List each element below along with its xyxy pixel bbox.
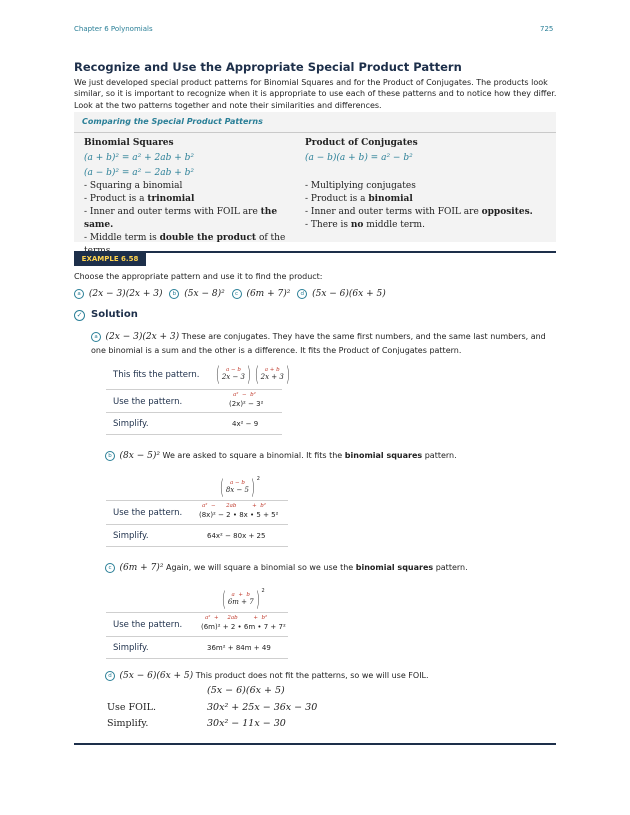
left-bullet-3 — [84, 206, 299, 232]
sol-d-row2-expr: 30x² − 11x − 30 — [207, 718, 286, 729]
conjugates-formula: (a − b)(a + b) = a² − b² — [305, 153, 413, 163]
sol-b-row3-expr: 64x² − 80x + 25 — [207, 532, 266, 540]
ann: a − b — [229, 480, 245, 486]
factor-2 — [261, 367, 284, 381]
section-title: Recognize and Use the Appropriate Special Product Pattern — [74, 60, 462, 74]
sol-c-divider-2 — [106, 636, 288, 637]
part-a-marker: a — [74, 289, 84, 299]
ann-2: a + b — [264, 367, 280, 373]
open-paren: ( — [219, 475, 225, 499]
sol-c-row2-ann: a² + 2ab + b² — [205, 615, 268, 621]
left-bullet-3-bold: the same. — [84, 207, 278, 230]
expr-1: 2x − 3 — [221, 373, 245, 381]
left-bullet-2 — [84, 193, 299, 206]
left-bullet-4-text: - Middle term is — [84, 233, 160, 243]
sol-d-text: This product does not fit the patterns, so we will use FOIL. — [195, 671, 429, 680]
sol-a-divider-3 — [106, 434, 282, 435]
part-b-expr: (5x − 8)² — [184, 289, 225, 299]
sol-a-row2-expr: (2x)² − 3² — [229, 400, 264, 408]
right-bullet-3-text: - Inner and outer terms with FOIL are — [305, 207, 482, 217]
sol-a-divider-2 — [106, 412, 282, 413]
sol-d-expr: (5x − 6)(6x + 5) — [119, 671, 194, 681]
spacer — [305, 165, 555, 180]
part-c-marker: c — [232, 289, 242, 299]
sol-c-row3-label: Simplify. — [113, 643, 149, 653]
sol-a-divider-1 — [106, 389, 282, 390]
right-bullet-4-bold: no — [350, 220, 364, 230]
expr: 6m + 7 — [227, 598, 254, 606]
open-paren-2: ( — [254, 362, 259, 386]
close-paren: ) — [255, 587, 260, 611]
binomial-squares-heading: Binomial Squares — [84, 138, 174, 148]
sol-a-row2-label: Use the pattern. — [113, 397, 183, 407]
comparison-box-title: Comparing the Special Product Patterns — [82, 117, 263, 126]
exponent: 2 — [256, 476, 260, 482]
sol-c-divider-3 — [106, 658, 288, 659]
sol-c-row2-expr: (6m)² + 2 • 6m • 7 + 7² — [201, 623, 286, 631]
right-bullet-4 — [305, 219, 555, 232]
chapter-header: Chapter 6 Polynomials — [74, 25, 153, 33]
right-bullet-1: - Multiplying conjugates — [305, 181, 416, 191]
right-bullet-4-post: middle term. — [363, 220, 425, 230]
sol-d-marker: d — [105, 671, 115, 681]
example-badge: EXAMPLE 6.58 — [74, 253, 146, 266]
sol-d-row1-expr: 30x² + 25x − 36x − 30 — [207, 702, 318, 713]
right-bullet-3 — [305, 206, 555, 219]
sol-c-row3-expr: 36m² + 84m + 49 — [207, 644, 271, 652]
sol-c-marker: c — [105, 563, 115, 573]
conjugates-heading: Product of Conjugates — [305, 138, 418, 148]
sol-a-row1-label: This fits the pattern. — [113, 370, 200, 380]
part-c-explanation — [105, 563, 468, 573]
binomial-square-plus-formula: (a + b)² = a² + 2ab + b² — [84, 153, 195, 163]
part-b-marker: b — [169, 289, 179, 299]
comparison-divider — [74, 132, 556, 133]
sol-d-row1-label: Use FOIL. — [107, 702, 156, 713]
exponent: 2 — [261, 588, 265, 594]
sol-b-post: pattern. — [422, 451, 457, 460]
sol-a-row2-ann: a² − b² — [233, 392, 256, 398]
sol-b-row2-label: Use the pattern. — [113, 508, 183, 518]
page-number: 725 — [540, 25, 554, 33]
conjugates-column — [305, 137, 555, 232]
example-parts — [74, 289, 386, 299]
right-bullet-2 — [305, 193, 555, 206]
close-paren: ) — [250, 475, 256, 499]
sol-b-row2-ann: a² − 2ab + b² — [202, 503, 266, 509]
sol-b-divider-1 — [106, 500, 288, 501]
part-d-marker: d — [297, 289, 307, 299]
sol-b-expr: (8x − 5)² — [119, 451, 160, 461]
base — [226, 480, 249, 494]
sol-b-divider-2 — [106, 524, 288, 525]
part-a-explanation — [91, 330, 551, 358]
sol-b-row1-expr — [218, 475, 260, 499]
sol-a-expr: (2x − 3)(2x + 3) — [105, 332, 180, 342]
sol-c-row1-expr — [220, 587, 265, 611]
open-paren: ( — [221, 587, 227, 611]
part-d-expr: (5x − 6)(6x + 5) — [312, 289, 386, 299]
left-bullet-2-bold: trinomial — [147, 194, 195, 204]
example-prompt: Choose the appropriate pattern and use it to find the product: — [74, 272, 323, 281]
factor-1 — [222, 367, 245, 381]
solution-heading: Solution — [91, 309, 138, 320]
sol-c-divider-1 — [106, 612, 288, 613]
sol-c-post: pattern. — [433, 563, 468, 572]
sol-b-row2-expr: (8x)² − 2 • 8x • 5 + 5² — [199, 511, 279, 519]
sol-b-text: We are asked to square a binomial. It fits the — [162, 451, 345, 460]
example-rule — [74, 251, 556, 253]
base — [228, 592, 254, 606]
open-paren: ( — [215, 362, 221, 386]
sol-b-marker: b — [105, 451, 115, 461]
part-c-expr: (6m + 7)² — [246, 289, 291, 299]
ann-1: a − b — [225, 367, 241, 373]
part-b-explanation — [105, 451, 457, 461]
intro-paragraph: We just developed special product patterns for Binomial Squares and for the Product of Conjugates. The products look similar, so it is important to recognize when it is appropriate to use each of these patterns and to notice how they differ. Look at the two patterns together and note their similarities and differences. — [74, 78, 557, 110]
sol-a-row1-expr — [214, 362, 290, 386]
right-bullet-2-bold: binomial — [368, 194, 413, 204]
sol-c-expr: (6m + 7)² — [119, 563, 164, 573]
binomial-square-minus-formula: (a − b)² = a² − 2ab + b² — [84, 168, 195, 178]
binomial-squares-column — [84, 137, 299, 258]
sol-a-marker: a — [91, 332, 101, 342]
sol-c-text: Again, we will square a binomial so we use the — [165, 563, 356, 572]
sol-c-row2-label: Use the pattern. — [113, 620, 183, 630]
sol-c-bold: binomial squares — [355, 563, 434, 572]
left-bullet-3-text: - Inner and outer terms with FOIL are — [84, 207, 261, 217]
part-d-explanation — [105, 671, 429, 681]
sol-a-row3-expr: 4x² − 9 — [232, 420, 259, 428]
sol-a-row3-label: Simplify. — [113, 419, 149, 429]
left-bullet-4-post: of the — [258, 233, 286, 243]
expr-2: 2x + 3 — [260, 373, 284, 381]
close-paren: ) — [246, 362, 252, 386]
sol-b-divider-3 — [106, 546, 288, 547]
sol-b-row3-label: Simplify. — [113, 531, 149, 541]
solution-check-icon: ✓ — [74, 310, 85, 321]
sol-d-row2-label: Simplify. — [107, 718, 149, 729]
right-bullet-3-bold: opposites. — [481, 207, 533, 217]
sol-d-line0: (5x − 6)(6x + 5) — [207, 685, 285, 696]
sol-b-bold: binomial squares — [344, 451, 423, 460]
left-bullet-1: - Squaring a binomial — [84, 181, 183, 191]
example-end-rule — [74, 743, 556, 745]
left-bullet-4-bold: double the product — [159, 233, 257, 243]
right-bullet-4-text: - There is — [305, 220, 351, 230]
left-bullet-2-text: - Product is a — [84, 194, 148, 204]
close-paren-2: ) — [285, 362, 290, 386]
ann: a + b — [231, 592, 250, 598]
right-bullet-2-text: - Product is a — [305, 194, 369, 204]
expr: 8x − 5 — [225, 486, 249, 494]
sol-a-text: These are conjugates. They have the same first numbers, and the same last numbers, and one binomial is a sum and the other is a difference. It fits the Product of Conjugates pattern. — [91, 332, 546, 355]
part-a-expr: (2x − 3)(2x + 3) — [88, 289, 163, 299]
